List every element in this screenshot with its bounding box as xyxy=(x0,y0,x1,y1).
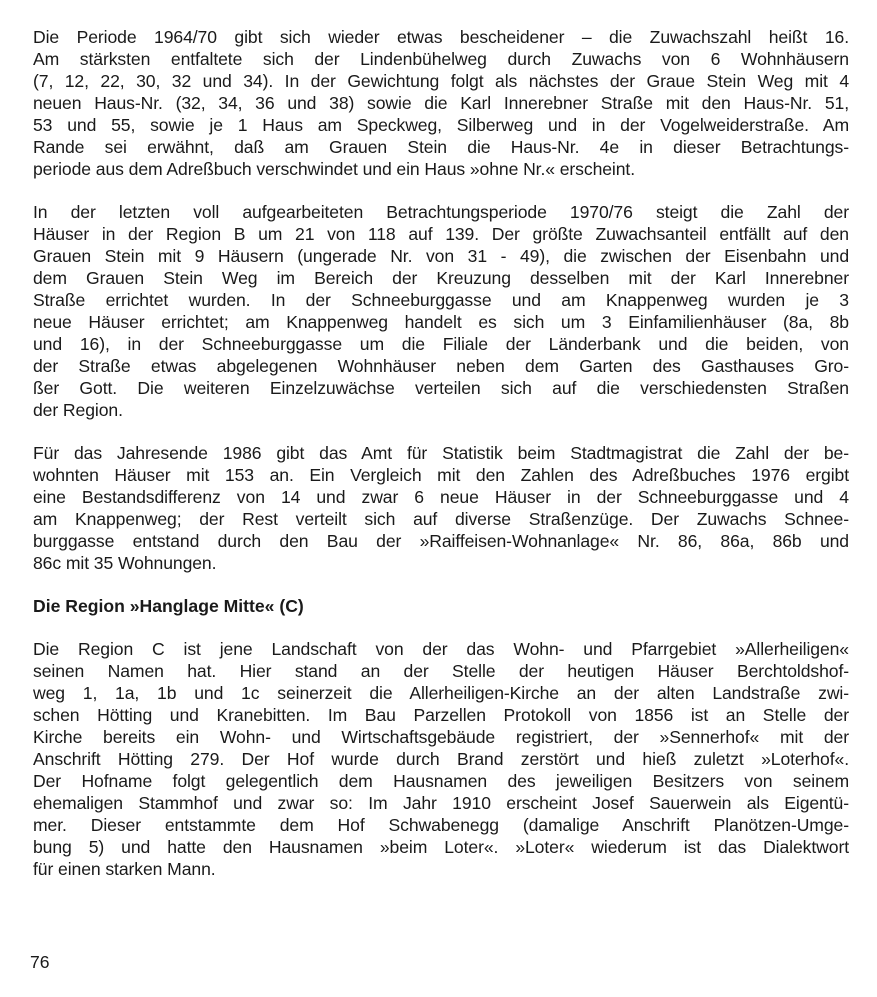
text-line: In der letzten voll aufgearbeiteten Betrachtungsperiode 1970/76 steigt die Zahl der xyxy=(33,202,849,222)
paragraph-gap xyxy=(33,180,849,201)
text-line: Die Periode 1964/70 gibt sich wieder etwas bescheidener – die Zuwachszahl heißt 16. xyxy=(33,27,849,47)
text-line: Rande sei erwähnt, daß am Grauen Stein die Haus-Nr. 4e in dieser Betrachtungs- xyxy=(33,137,849,157)
text-line: (7, 12, 22, 30, 32 und 34). In der Gewichtung folgt als nächstes der Graue Stein Weg mit 4 xyxy=(33,71,849,91)
paragraph-1 xyxy=(33,26,849,180)
text-line: schen Hötting und Kranebitten. Im Bau Parzellen Protokoll von 1856 ist an Stelle der xyxy=(33,705,849,725)
text-line: der Region. xyxy=(33,400,123,420)
text-line: seinen Namen hat. Hier stand an der Stelle der heutigen Häuser Berchtoldshof- xyxy=(33,661,849,681)
text-line: ßer Gott. Die weiteren Einzelzuwächse verteilen sich auf die verschiedensten Straßen xyxy=(33,378,849,398)
paragraph-gap xyxy=(33,421,849,442)
text-line: Grauen Stein mit 9 Häusern (ungerade Nr. von 31 - 49), die zwischen der Eisenbahn und xyxy=(33,246,849,266)
text-line: periode aus dem Adreßbuch verschwindet und ein Haus »ohne Nr.« erscheint. xyxy=(33,159,636,179)
section-heading: Die Region »Hanglage Mitte« (C) xyxy=(33,596,304,616)
text-line: eine Bestandsdifferenz von 14 und zwar 6 neue Häuser in der Schneeburggasse und 4 xyxy=(33,487,849,507)
page-number: 76 xyxy=(30,952,50,972)
text-line: neuen Haus-Nr. (32, 34, 36 und 38) sowie die Karl Innerebner Straße mit den Haus-Nr. 51, xyxy=(33,93,849,113)
text-line: Straße errichtet wurden. In der Schneeburggasse und am Knappenweg wurden je 3 xyxy=(33,290,849,310)
text-line: Die Region C ist jene Landschaft von der das Wohn- und Pfarrgebiet »Allerheiligen« xyxy=(33,639,849,659)
paragraph-4 xyxy=(33,638,849,880)
text-line: der Straße etwas abgelegenen Wohnhäuser neben dem Garten des Gasthauses Gro- xyxy=(33,356,849,376)
text-line: Der Hofname folgt gelegentlich dem Hausnamen des jeweiligen Besitzers von seinem xyxy=(33,771,849,791)
page-body xyxy=(33,26,849,880)
text-line: weg 1, 1a, 1b und 1c seinerzeit die Allerheiligen-Kirche an der alten Landstraße zwi- xyxy=(33,683,849,703)
text-line: wohnten Häuser mit 153 an. Ein Vergleich mit den Zahlen des Adreßbuches 1976 ergibt xyxy=(33,465,849,485)
text-line: burggasse entstand durch den Bau der »Raiffeisen-Wohnanlage« Nr. 86, 86a, 86b und xyxy=(33,531,849,551)
text-line: und 16), in der Schneeburggasse um die Filiale der Länderbank und die beiden, von xyxy=(33,334,849,354)
text-line: Für das Jahresende 1986 gibt das Amt für Statistik beim Stadtmagistrat die Zahl der be- xyxy=(33,443,849,463)
text-line: neue Häuser errichtet; am Knappenweg handelt es sich um 3 Einfamilienhäuser (8a, 8b xyxy=(33,312,849,332)
text-line: ehemaligen Stammhof und zwar so: Im Jahr 1910 erscheint Josef Sauerwein als Eigentü- xyxy=(33,793,849,813)
text-line: für einen starken Mann. xyxy=(33,859,216,879)
text-line: Am stärksten entfaltete sich der Lindenbühelweg durch Zuwachs von 6 Wohnhäusern xyxy=(33,49,849,69)
paragraph-gap xyxy=(33,617,849,638)
text-line: bung 5) und hatte den Hausnamen »beim Loter«. »Loter« wiederum ist das Dialektwort xyxy=(33,837,849,857)
text-line: mer. Dieser entstammte dem Hof Schwabenegg (damalige Anschrift Planötzen-Umge- xyxy=(33,815,849,835)
paragraph-gap xyxy=(33,574,849,595)
text-line: Anschrift Hötting 279. Der Hof wurde durch Brand zerstört und hieß zuletzt »Loterhof«. xyxy=(33,749,849,769)
text-line: 53 und 55, sowie je 1 Haus am Speckweg, Silberweg und in der Vogelweiderstraße. Am xyxy=(33,115,849,135)
paragraph-2 xyxy=(33,201,849,421)
text-line: Häuser in der Region B um 21 von 118 auf 139. Der größte Zuwachsanteil entfällt auf den xyxy=(33,224,849,244)
text-line: 86c mit 35 Wohnungen. xyxy=(33,553,217,573)
text-line: am Knappenweg; der Rest verteilt sich auf diverse Straßenzüge. Der Zuwachs Schnee- xyxy=(33,509,849,529)
text-line: Kirche bereits ein Wohn- und Wirtschaftsgebäude registriert, der »Sennerhof« mit der xyxy=(33,727,849,747)
paragraph-3 xyxy=(33,442,849,574)
text-line: dem Grauen Stein Weg im Bereich der Kreuzung desselben mit der Karl Innerebner xyxy=(33,268,849,288)
